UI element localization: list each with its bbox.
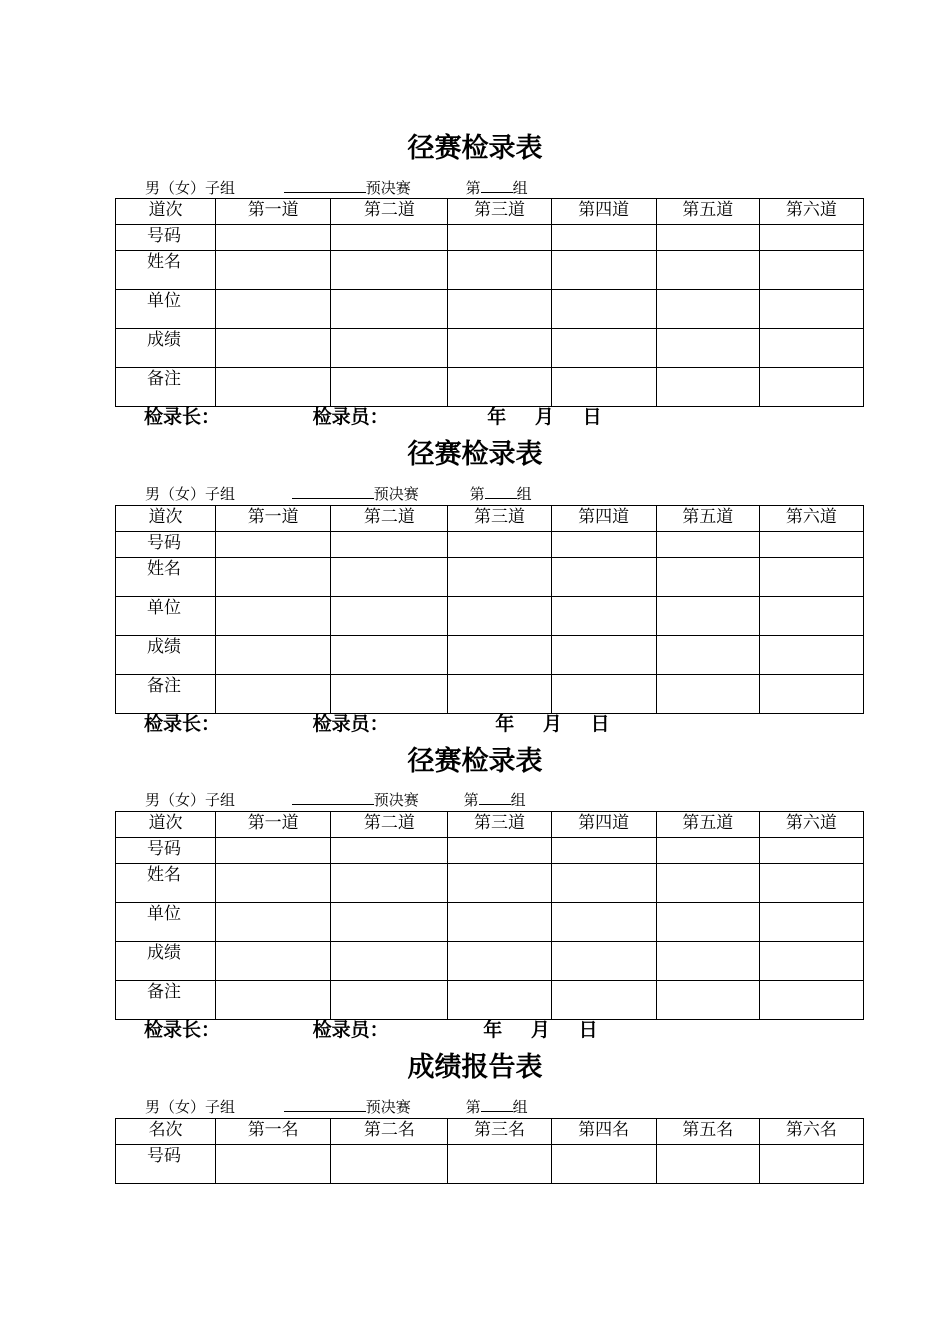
row-label: 备注 [116,368,216,407]
entry-cell[interactable] [216,597,331,636]
row-label: 成绩 [116,329,216,368]
entry-cell[interactable] [216,903,331,942]
event-blank [292,790,374,805]
entry-cell[interactable] [656,290,759,329]
entry-cell[interactable] [759,368,863,407]
round-label: 预决赛 [365,179,411,197]
entry-cell[interactable] [216,290,331,329]
entry-cell[interactable] [448,225,551,251]
column-header: 第五道 [656,812,759,838]
entry-cell[interactable] [216,251,331,290]
entry-cell[interactable] [759,838,863,864]
entry-cell[interactable] [656,329,759,368]
entry-cell[interactable] [331,290,448,329]
entry-cell[interactable] [448,558,551,597]
sheet2-title: 径赛检录表 [407,439,543,470]
entry-cell[interactable] [448,981,551,1020]
entry-cell[interactable] [331,558,448,597]
entry-cell[interactable] [331,838,448,864]
entry-cell[interactable] [331,532,448,558]
column-header: 第六道 [759,812,863,838]
entry-cell[interactable] [759,903,863,942]
entry-cell[interactable] [448,329,551,368]
column-header: 第二道 [331,506,448,532]
entry-cell[interactable] [448,675,551,714]
sheet1-subline [145,178,528,197]
date-year: 年 [495,713,515,735]
heat-prefix: 第 [469,485,485,503]
entry-cell[interactable] [656,251,759,290]
entry-cell[interactable] [331,942,448,981]
entry-cell[interactable] [448,838,551,864]
entry-cell[interactable] [331,329,448,368]
column-header: 第四道 [551,199,656,225]
entry-cell[interactable] [759,597,863,636]
row-label: 成绩 [116,636,216,675]
column-header: 第三名 [448,1119,551,1145]
entry-cell[interactable] [551,329,656,368]
sheet2-footer [144,713,610,735]
heat-prefix: 第 [465,179,481,197]
entry-cell[interactable] [551,532,656,558]
entry-cell[interactable] [216,675,331,714]
row-label: 单位 [116,597,216,636]
entry-cell[interactable] [216,942,331,981]
entry-cell[interactable] [656,864,759,903]
entry-cell[interactable] [448,903,551,942]
entry-cell[interactable] [448,597,551,636]
column-header: 道次 [116,199,216,225]
table-row [116,838,864,864]
column-header: 第二道 [331,812,448,838]
row-label: 成绩 [116,942,216,981]
heat-suffix: 组 [510,791,526,809]
heat-blank [479,790,511,805]
heat-prefix: 第 [463,791,479,809]
sheet3-title: 径赛检录表 [407,746,543,777]
entry-cell[interactable] [331,636,448,675]
column-header: 第六名 [759,1119,863,1145]
heat-prefix: 第 [465,1098,481,1116]
round-label: 预决赛 [373,791,419,809]
entry-cell[interactable] [551,942,656,981]
sheet1-table [115,198,864,407]
heat-blank [481,178,513,193]
row-label: 备注 [116,675,216,714]
row-label: 单位 [116,903,216,942]
column-header: 第四道 [551,506,656,532]
table-row [116,1145,864,1184]
entry-cell[interactable] [656,368,759,407]
entry-cell[interactable] [331,251,448,290]
column-header: 第二道 [331,199,448,225]
entry-cell[interactable] [759,1145,863,1184]
entry-cell[interactable] [759,675,863,714]
table-row [116,942,864,981]
column-header: 第一道 [216,812,331,838]
entry-cell[interactable] [448,942,551,981]
row-label: 号码 [116,1145,216,1184]
header-row [116,199,864,225]
table-row [116,225,864,251]
entry-cell[interactable] [216,864,331,903]
event-blank [292,484,374,499]
entry-cell[interactable] [551,368,656,407]
entry-cell[interactable] [331,981,448,1020]
chief-label: 检录长： [144,1019,221,1041]
row-label: 姓名 [116,864,216,903]
entry-cell[interactable] [656,838,759,864]
entry-cell[interactable] [216,329,331,368]
table-row [116,329,864,368]
entry-cell[interactable] [656,597,759,636]
entry-cell[interactable] [759,329,863,368]
entry-cell[interactable] [448,251,551,290]
clerk-label: 检录员： [312,713,389,735]
entry-cell[interactable] [216,225,331,251]
entry-cell[interactable] [656,636,759,675]
table-row [116,636,864,675]
sheet3-footer [144,1019,598,1041]
chief-label: 检录长： [144,713,221,735]
entry-cell[interactable] [331,597,448,636]
entry-cell[interactable] [551,251,656,290]
report-title: 成绩报告表 [407,1052,543,1083]
event-blank [284,1097,366,1112]
entry-cell[interactable] [759,864,863,903]
column-header: 第四名 [551,1119,656,1145]
entry-cell[interactable] [331,225,448,251]
group-label: 男（女）子组 [145,485,236,503]
clerk-label: 检录员： [312,406,389,428]
sheet3-table [115,811,864,1020]
header-row [116,506,864,532]
event-blank [284,178,366,193]
entry-cell[interactable] [759,290,863,329]
round-label: 预决赛 [373,485,419,503]
date-month: 月 [530,1019,550,1041]
header-row [116,812,864,838]
heat-suffix: 组 [512,179,528,197]
entry-cell[interactable] [759,532,863,558]
sheet2-table [115,505,864,714]
entry-cell[interactable] [551,290,656,329]
entry-cell[interactable] [216,636,331,675]
column-header: 第一道 [216,199,331,225]
entry-cell[interactable] [216,981,331,1020]
entry-cell[interactable] [551,864,656,903]
column-header: 第六道 [759,199,863,225]
entry-cell[interactable] [759,251,863,290]
entry-cell[interactable] [216,558,331,597]
table-row [116,251,864,290]
entry-cell[interactable] [331,864,448,903]
entry-cell[interactable] [551,1145,656,1184]
entry-cell[interactable] [759,558,863,597]
clerk-label: 检录员： [312,1019,389,1041]
table-row [116,532,864,558]
report-table [115,1118,864,1184]
entry-cell[interactable] [216,368,331,407]
entry-cell[interactable] [448,532,551,558]
row-label: 号码 [116,532,216,558]
date-month: 月 [542,713,562,735]
entry-cell[interactable] [216,1145,331,1184]
group-label: 男（女）子组 [145,179,236,197]
entry-cell[interactable] [551,225,656,251]
date-day: 日 [578,1019,598,1041]
entry-cell[interactable] [551,838,656,864]
column-header: 第一名 [216,1119,331,1145]
entry-cell[interactable] [551,558,656,597]
table-row [116,368,864,407]
chief-label: 检录长： [144,406,221,428]
column-header: 第五道 [656,506,759,532]
row-label: 号码 [116,838,216,864]
sheet2-subline [145,484,532,503]
date-month: 月 [534,406,554,428]
column-header: 第三道 [448,812,551,838]
entry-cell[interactable] [551,675,656,714]
row-label: 号码 [116,225,216,251]
entry-cell[interactable] [331,368,448,407]
row-label: 姓名 [116,558,216,597]
sheet1-footer [144,406,602,428]
entry-cell[interactable] [551,981,656,1020]
heat-blank [481,1097,513,1112]
entry-cell[interactable] [656,1145,759,1184]
heat-blank [485,484,517,499]
header-row [116,1119,864,1145]
table-row [116,675,864,714]
entry-cell[interactable] [331,1145,448,1184]
entry-cell[interactable] [656,981,759,1020]
entry-cell[interactable] [448,368,551,407]
entry-cell[interactable] [216,838,331,864]
table-row [116,558,864,597]
date-day: 日 [590,713,610,735]
entry-cell[interactable] [216,532,331,558]
column-header: 道次 [116,812,216,838]
group-label: 男（女）子组 [145,1098,236,1116]
entry-cell[interactable] [656,675,759,714]
heat-suffix: 组 [516,485,532,503]
row-label: 备注 [116,981,216,1020]
entry-cell[interactable] [656,532,759,558]
group-label: 男（女）子组 [145,791,236,809]
column-header: 第三道 [448,199,551,225]
table-row [116,903,864,942]
row-label: 姓名 [116,251,216,290]
entry-cell[interactable] [331,675,448,714]
entry-cell[interactable] [656,225,759,251]
report-subline [145,1097,528,1116]
entry-cell[interactable] [448,1145,551,1184]
table-row [116,864,864,903]
entry-cell[interactable] [448,636,551,675]
row-label: 单位 [116,290,216,329]
entry-cell[interactable] [656,903,759,942]
column-header: 第二名 [331,1119,448,1145]
entry-cell[interactable] [448,864,551,903]
table-row [116,597,864,636]
entry-cell[interactable] [551,903,656,942]
column-header: 第五名 [656,1119,759,1145]
entry-cell[interactable] [656,558,759,597]
sheet3-subline [145,790,526,809]
entry-cell[interactable] [551,636,656,675]
entry-cell[interactable] [759,225,863,251]
date-year: 年 [483,1019,503,1041]
column-header: 第四道 [551,812,656,838]
entry-cell[interactable] [331,903,448,942]
column-header: 道次 [116,506,216,532]
heat-suffix: 组 [512,1098,528,1116]
column-header: 第五道 [656,199,759,225]
column-header: 第一道 [216,506,331,532]
entry-cell[interactable] [551,597,656,636]
column-header: 第六道 [759,506,863,532]
entry-cell[interactable] [759,942,863,981]
entry-cell[interactable] [759,636,863,675]
table-row [116,290,864,329]
sheet1-title: 径赛检录表 [407,133,543,164]
entry-cell[interactable] [656,942,759,981]
entry-cell[interactable] [448,290,551,329]
table-row [116,981,864,1020]
column-header: 名次 [116,1119,216,1145]
entry-cell[interactable] [759,981,863,1020]
round-label: 预决赛 [365,1098,411,1116]
date-day: 日 [582,406,602,428]
date-year: 年 [487,406,507,428]
column-header: 第三道 [448,506,551,532]
